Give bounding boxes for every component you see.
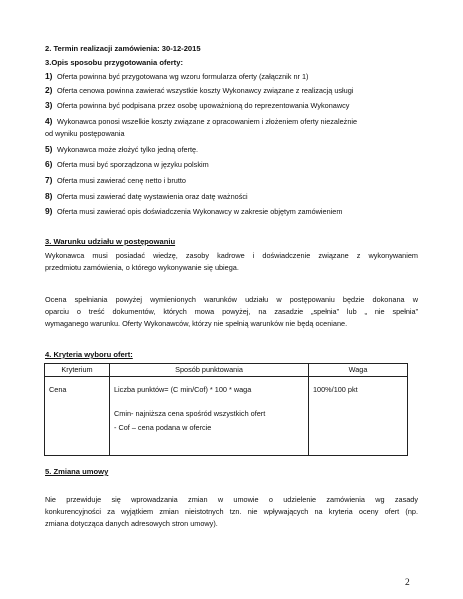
- scoring-formula: Liczba punktów= (C min/Cof) * 100 * waga: [114, 385, 252, 394]
- list-text: Wykonawca ponosi wszelkie koszty związane z opracowaniem i złożeniem oferty niezależnie: [57, 117, 358, 126]
- criterion-cell: Cena: [45, 377, 110, 456]
- list-text: Wykonawca może złożyć tylko jedną ofertę.: [57, 145, 199, 154]
- paragraph-line: Nie przewiduje się wprowadzania zmian w umowie o udzielenie zamówienia wg zasady: [45, 495, 418, 504]
- paragraph-line: zmiana dotycząca danych adresowych stron umowy).: [45, 519, 218, 528]
- list-text: Oferta cenowa powinna zawierać wszystkie koszty Wykonawcy związane z realizacją usługi: [57, 86, 354, 95]
- list-text: Oferta musi zawierać opis doświadczenia Wykonawcy w zakresie objętym zamówieniem: [57, 207, 343, 216]
- list-item: [45, 160, 209, 169]
- list-text: Oferta powinna być przygotowana wg wzoru formularza oferty (załącznik nr 1): [57, 72, 309, 81]
- list-item: [45, 145, 198, 154]
- list-text: Oferta musi zawierać datę wystawienia oraz datę ważności: [57, 192, 248, 201]
- list-number: 2): [45, 85, 53, 95]
- list-number: 9): [45, 206, 53, 216]
- scoring-cell: [110, 377, 309, 456]
- list-number: 3): [45, 100, 53, 110]
- page-number: 2: [405, 578, 410, 588]
- list-text: Oferta powinna być podpisana przez osobę upoważnioną do reprezentowania Wykonawcy: [57, 101, 350, 110]
- column-header-scoring: Sposób punktowania: [110, 364, 309, 377]
- paragraph-line: Ocena spełniania powyżej wymienionych warunków udziału w postępowaniu będzie dokonana w: [45, 295, 418, 304]
- list-number: 1): [45, 71, 53, 81]
- list-item-continuation: od wyniku postępowania: [45, 129, 125, 138]
- cof-definition: - Cof – cena podana w ofercie: [114, 423, 212, 432]
- contract-change-heading: 5. Zmiana umowy: [45, 467, 109, 476]
- offer-preparation-heading: 3.Opis sposobu przygotowania oferty:: [45, 58, 183, 67]
- column-header-weight: Waga: [309, 364, 408, 377]
- list-number: 6): [45, 159, 53, 169]
- list-text: Oferta musi zawierać cenę netto i brutto: [57, 176, 186, 185]
- table-row: [45, 377, 408, 456]
- deadline-heading: 2. Termin realizacji zamówienia: 30-12-2015: [45, 44, 201, 53]
- list-item: [45, 176, 186, 185]
- paragraph-line: wymaganego warunku. Oferty Wykonawców, którzy nie spełnią warunków nie będą oceniane.: [45, 319, 348, 328]
- list-item: [45, 101, 349, 110]
- list-text: Oferta musi być sporządzona w języku polskim: [57, 160, 209, 169]
- list-number: 5): [45, 144, 53, 154]
- list-item: [45, 207, 342, 216]
- paragraph-line: oparciu o treść dokumentów, których mowa powyżej, na zasadzie „spełnia” lub „ nie spełnia”: [45, 307, 418, 316]
- list-item: [45, 192, 248, 201]
- column-header-criterion: Kryterium: [45, 364, 110, 377]
- table-header-row: [45, 364, 408, 377]
- criteria-heading: 4. Kryteria wyboru ofert:: [45, 350, 133, 359]
- paragraph-line: konkurencyjności za wyjątkiem zmian nieistotnych tzn. nie wpływających na kryteria oceny ofert (np.: [45, 507, 418, 516]
- cmin-definition: Cmin- najniższa cena spośród wszystkich ofert: [114, 409, 266, 418]
- list-item: [45, 86, 353, 95]
- list-number: 7): [45, 175, 53, 185]
- weight-cell: 100%/100 pkt: [309, 377, 408, 456]
- paragraph-line: przedmiotu zamówienia, o którego wykonywanie się ubiega.: [45, 263, 239, 272]
- participation-conditions-heading: 3. Warunku udziału w postępowaniu: [45, 237, 176, 246]
- list-item: [45, 72, 308, 81]
- list-number: 4): [45, 116, 53, 126]
- paragraph-line: Wykonawca musi posiadać wiedzę, zasoby kadrowe i doświadczenie związane z wykonywaniem: [45, 251, 418, 260]
- list-item: [45, 117, 357, 126]
- list-number: 8): [45, 191, 53, 201]
- criteria-table: [44, 363, 408, 456]
